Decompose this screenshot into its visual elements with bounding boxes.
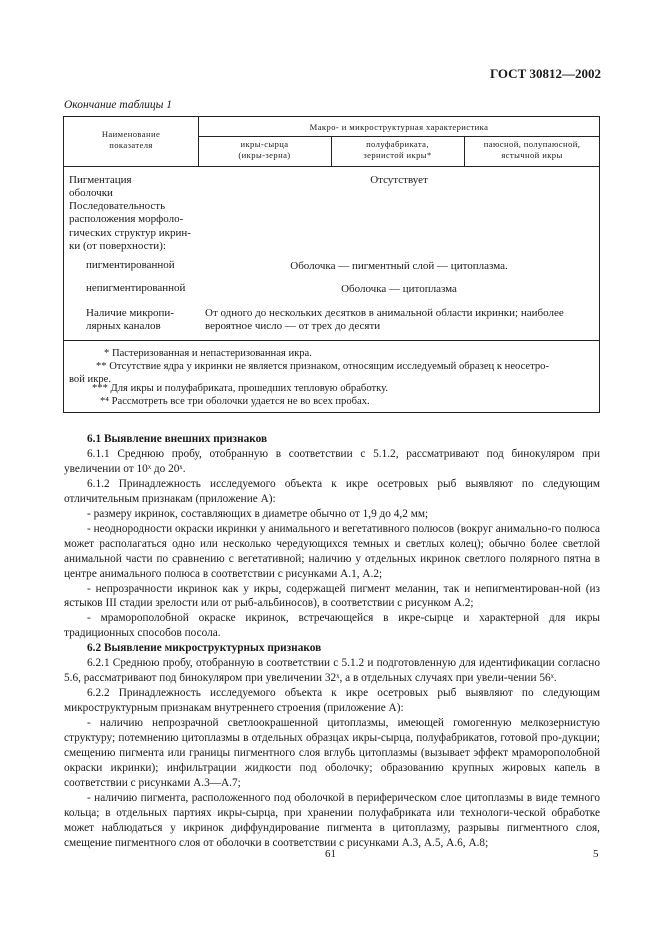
row-label-micropyle: Наличие микропи- лярных каналов (86, 307, 174, 333)
table-divider (64, 340, 600, 341)
row-value-pigmented: Оболочка — пигментный слой — цитоплазма. (290, 260, 508, 272)
column-header-raw-roe: икры-сырца (икры-зерна) (238, 139, 291, 160)
list-item: - наличию непрозрачной светлоокрашенной цитоплазмы, имеющей гомогенную мелкозернистую структуру; потемнению цитоплазмы в отдельных образцах икры-сырца, полуфабрикатов, готовой про-дукции; смещению пигмента или границы пигментного слоя вглубь цитоплазмы (вызывает эффект мраморополобной окраски икринки); инфильтрации жидкости под оболочку; образованию крупных жировых капель в соответствии с рисунками А.3—А.7; (64, 717, 600, 789)
row-label-pigmentation: Пигментация оболочки (69, 174, 132, 200)
column-header-group: Макро- и микроструктурная характеристика (309, 122, 489, 132)
footnote-4: *⁴ Рассмотреть все три оболочки удается не во всех пробах. (100, 396, 370, 407)
page-number-center: 61 (325, 848, 336, 860)
column-header-semifinished: полуфабриката, зернистой икры* (363, 139, 432, 160)
list-item: - наличию пигмента, расположенного под оболочкой в периферическом слое цитоплазмы в виде темного кольца; в отдельных партиях икры-сырца, при хранении полуфабриката или технологи-ческой обработке может наблюдаться у икринок диффундирование пигмента в цитоплазму, разрывы пигментного слоя, смещение пигментного слоя от оболочки в соответствии с рисунками А.3, А.5, А.6, А.8; (64, 791, 600, 849)
footnote-3: *** Для икры и полуфабриката, прошедших тепловую обработку. (92, 383, 388, 394)
table-caption: Окончание таблицы 1 (64, 99, 172, 111)
row-value-micropyle-line1: От одного до нескольких десятков в анимальной области икринки; наиболее (205, 307, 564, 319)
list-item: - мраморополобной окраске икринок, встречающейся в икре-сырце и характерной для икры традиционных способов посола. (64, 612, 600, 640)
row-value-pigmentation: Отсутствует (370, 174, 428, 186)
footnote-2-cont: вой икре. (69, 374, 112, 385)
row-value-micropyle-line2: вероятное число — от трех до десяти (205, 320, 381, 332)
characteristics-table (63, 116, 600, 413)
list-item: - размеру икринок, составляющих в диаметре обычно от 1,9 до 4,2 мм; (87, 507, 429, 520)
section-heading-6-1: 6.1 Выявление внешних признаков (87, 433, 268, 445)
paragraph: 6.1.1 Среднюю пробу, отобранную в соответствии с 5.1.2, рассматривают под бинокуляром при увеличении от 10ˣ до 20ˣ. (64, 447, 600, 475)
section-heading-6-2: 6.2 Выявление микроструктурных признаков (87, 642, 322, 655)
row-label-pigmented: пигментированной (86, 259, 175, 271)
footnote-1: * Пастеризованная и непастеризованная икра. (104, 348, 312, 359)
paragraph: 6.2.1 Среднюю пробу, отобранную в соответствии с 5.1.2 и подготовленную для идентификации согласно 5.6, рассматривают под бинокуляром при увеличении 32ˣ, а в отдельных случаях при увели-чении 56ˣ. (64, 657, 600, 685)
paragraph: 6.1.2 Принадлежность исследуемого объекта к икре осетровых рыб выявляют по следующим отличительным признакам (приложение А): (64, 477, 600, 505)
column-header-indicator: Наименование показателя (101, 129, 161, 150)
page-number-right: 5 (593, 848, 599, 860)
list-item: - неоднородности окраски икринки у анимального и вегетативного полюсов (вокруг анимально-го полюса может располагаться одно или несколько чередующихся темных и светлых колец); обычно более светлой анимальной части по сравнению с вегетативной; наличию у отдельных икринок светлого полярного пятна в центре анимального полюса в соответствии с рисунками А.1, А.2; (64, 522, 600, 580)
footnote-2: ** Отсутствие ядра у икринки не является признаком, относящим исследуемый образец к неосетро- (96, 361, 550, 372)
row-label-sequence: Последовательность расположения морфоло- гических структур икрин- ки (от поверхности): (69, 200, 191, 252)
column-header-pressed-roe: паюсной, полупаюсной, ястычной икры (483, 139, 581, 160)
table-divider (64, 166, 600, 167)
table-divider (198, 136, 600, 137)
row-value-unpigmented: Оболочка — цитоплазма (341, 283, 457, 295)
row-label-unpigmented: непигментированной (86, 282, 186, 294)
section-body (64, 432, 600, 851)
standard-code: ГОСТ 30812—2002 (489, 66, 601, 81)
paragraph: 6.2.2 Принадлежность исследуемого объекта к икре осетровых рыб выявляют по следующим микроструктурным признакам внутреннего строения (приложение А): (64, 687, 600, 715)
list-item: - непрозрачности икринок как у икры, содержащей пигмент меланин, так и непигментирован-ной (из ястыков III стадии зрелости или от рыб-альбиносов), в соответствии с рисунком А.2; (64, 582, 600, 610)
